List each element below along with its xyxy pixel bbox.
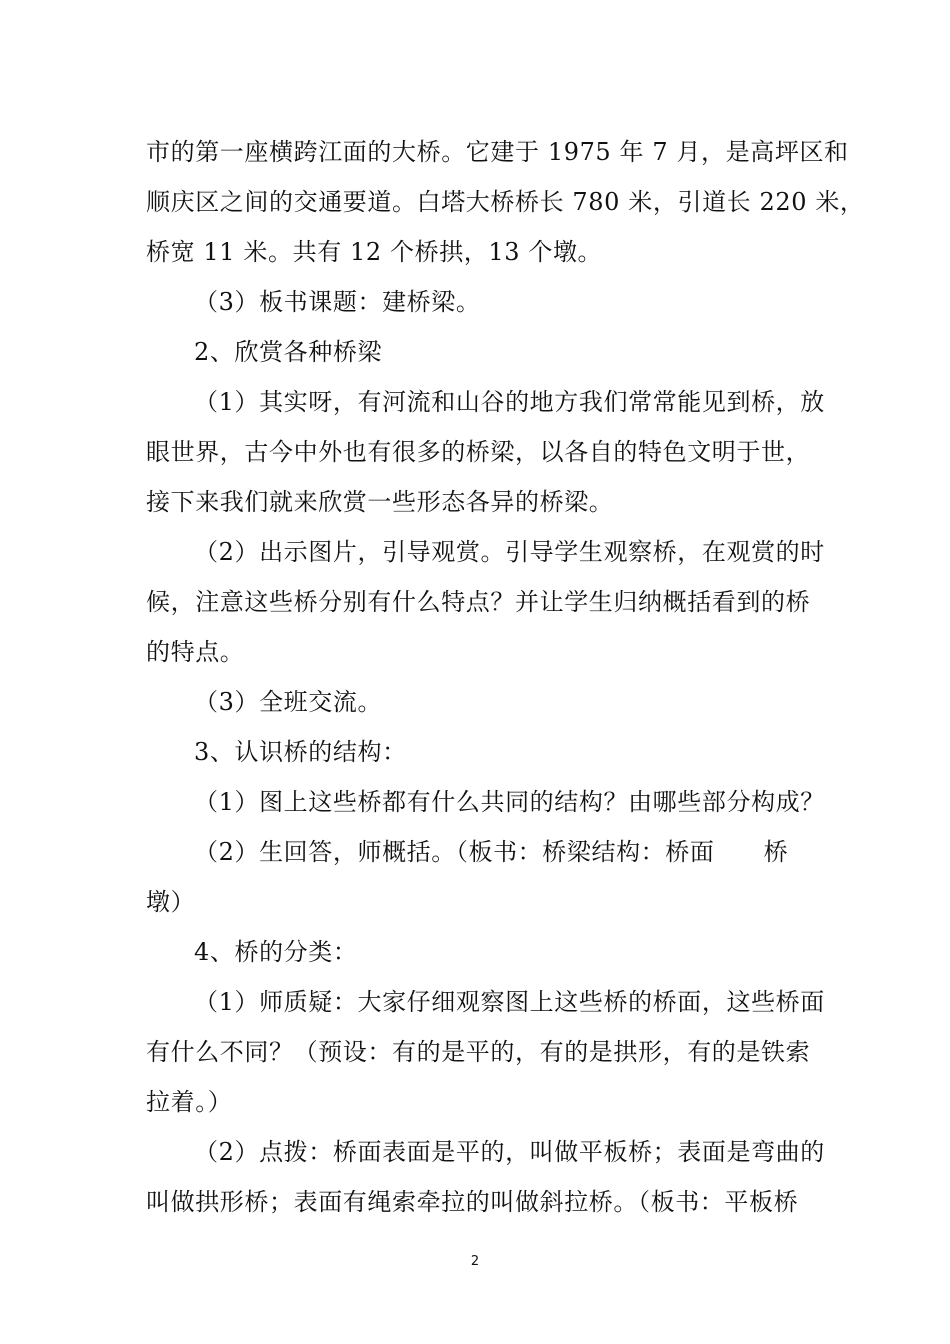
text-line: 的特点。 [146,638,245,666]
text-line: （2）出示图片，引导观赏。引导学生观察桥，在观赏的时 [194,538,825,566]
text-line: 墩） [146,888,196,916]
text-line: 眼世界，古今中外也有很多的桥梁，以各自的特色文明于世， [146,438,811,466]
text-line: 有什么不同？（预设：有的是平的，有的是拱形，有的是铁索 [146,1038,811,1066]
text-line: 接下来我们就来欣赏一些形态各异的桥梁。 [146,488,614,516]
text-line: 市的第一座横跨江面的大桥。它建于 1975 年 7 月，是高坪区和 [146,138,849,166]
text-line: 桥宽 11 米。共有 12 个桥拱，13 个墩。 [146,238,603,266]
text-line: （3）全班交流。 [194,688,383,716]
page-number: 2 [470,1254,480,1269]
section-heading: 4、桥的分类： [194,938,358,966]
text-line: 叫做拱形桥；表面有绳索牵拉的叫做斜拉桥。（板书：平板桥 [146,1188,799,1216]
text-line: 拉着。） [146,1088,233,1116]
text-line: 候，注意这些桥分别有什么特点？并让学生归纳概括看到的桥 [146,588,811,616]
text-line: （1）师质疑：大家仔细观察图上这些桥的桥面，这些桥面 [194,988,825,1016]
section-heading: 3、认识桥的结构： [194,738,407,766]
text-line: （1）其实呀，有河流和山谷的地方我们常常能见到桥，放 [194,388,825,416]
text-line: 顺庆区之间的交通要道。白塔大桥桥长 780 米，引道长 220 米， [146,188,865,216]
text-line: （2）生回答，师概括。（板书：桥梁结构：桥面 桥 [194,838,789,866]
section-heading: 2、欣赏各种桥梁 [194,338,383,366]
text-line: （2）点拨：桥面表面是平的，叫做平板桥；表面是弯曲的 [194,1138,825,1166]
text-line: （3）板书课题：建桥梁。 [194,288,481,316]
text-line: （1）图上这些桥都有什么共同的结构？由哪些部分构成？ [194,788,825,816]
